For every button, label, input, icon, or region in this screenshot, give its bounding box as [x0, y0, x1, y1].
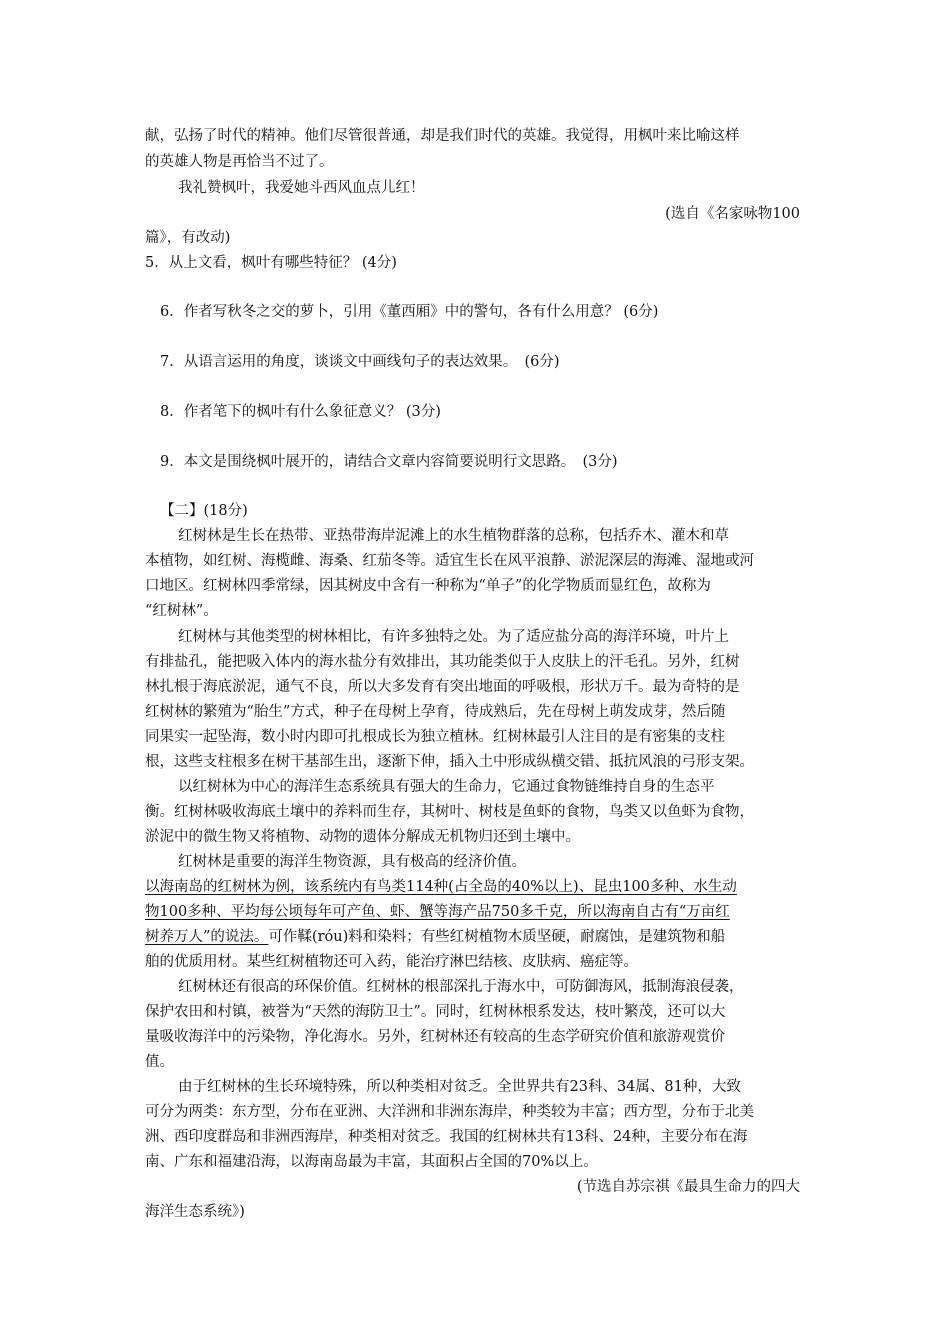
paragraph-line: 林扎根于海底淤泥，通气不良，所以大多发育有突出地面的呼吸根，形状万千。最为奇特的是 [145, 679, 740, 695]
question-6: 6．作者写秋冬之交的萝卜，引用《董西厢》中的警句，各有什么用意？ (6分) [160, 304, 659, 320]
paragraph-line: 红树林是重要的海洋生物资源，具有极高的经济价值。 [178, 854, 526, 870]
passage1-closing: 我礼赞枫叶，我爱她斗西风血点儿红！ [178, 180, 425, 196]
paragraph-line: 衡。红树林吸收海底土壤中的养料而生存，其树叶、树枝是鱼虾的食物，鸟类又以鱼虾为食物， [145, 804, 754, 820]
paragraph-line: 口地区。红树林四季常绿，因其树皮中含有一种称为“单子”的化学物质而显红色，故称为 [145, 578, 711, 594]
paragraph-line: 舶的优质用材。某些红树植物还可入药，能治疗淋巴结核、皮肤病、癌症等。 [145, 954, 638, 970]
underlined-sentence: 以海南岛的红树林为例，该系统内有鸟类114种(占全岛的40%以上)、昆虫100多种、水生动 [145, 879, 737, 895]
section2-source: (节选自苏宗祺《最具生命力的四大 [576, 1179, 800, 1195]
paragraph-line: 可分为两类：东方型，分布在亚洲、大洋洲和非洲东海岸，种类较为丰富；西方型，分布于北美 [145, 1104, 754, 1120]
question-5: 5．从上文看，枫叶有哪些特征？ (4分) [145, 255, 397, 271]
section2-source-cont: 海洋生态系统》) [145, 1204, 245, 1220]
paragraph-line: 以红树林为中心的海洋生态系统具有强大的生命力，它通过食物链维持自身的生态平 [178, 779, 715, 795]
question-9: 9．本文是围绕枫叶展开的，请结合文章内容简要说明行文思路。 (3分) [160, 454, 618, 470]
paragraph-line: 保护农田和村镇，被誉为“天然的海防卫士”。同时，红树林根系发达，枝叶繁茂，还可以大 [145, 1004, 726, 1020]
paragraph-line: 红树林是生长在热带、亚热带海岸泥滩上的水生植物群落的总称，包括乔木、灌木和草 [178, 528, 729, 544]
paragraph-line: 值。 [145, 1054, 174, 1070]
underlined-sentence: 物100多种、平均每公顷每年可产鱼、虾、蟹等海产品750多千克，所以海南自古有“万亩红 [145, 904, 730, 920]
paragraph-line [145, 926, 810, 948]
paragraph-line: “红树林”。 [145, 603, 218, 619]
question-8: 8．作者笔下的枫叶有什么象征意义？ (3分) [160, 404, 441, 420]
paragraph-line: 红树林的繁殖为“胎生”方式，种子在母树上孕育，待成熟后，先在母树上萌发成芽，然后随 [145, 704, 726, 720]
passage1-line: 献，弘扬了时代的精神。他们尽管很普通，却是我们时代的英雄。我觉得，用枫叶来比喻这样 [145, 128, 740, 144]
paragraph-line: 根，这些支柱根多在树干基部生出，逐渐下伸，插入土中形成纵横交错、抵抗风浪的弓形支架。 [145, 754, 754, 770]
passage1-source-cont: 篇》，有改动) [145, 230, 231, 246]
paragraph-line: 红树林还有很高的环保价值。红树林的根部深扎于海水中，可防御海风，抵制海浪侵袭， [178, 979, 744, 995]
paragraph-line: 洲、西印度群岛和非洲西海岸，种类相对贫乏。我国的红树林共有13科、24种，主要分布在海 [145, 1129, 748, 1145]
paragraph-line: 由于红树林的生长环境特殊，所以种类相对贫乏。全世界共有23科、34属、81种，大致 [178, 1079, 741, 1095]
paragraph-line: 量吸收海洋中的污染物，净化海水。另外，红树林还有较高的生态学研究价值和旅游观赏价 [145, 1029, 725, 1045]
paragraph-line: 有排盐孔，能把吸入体内的海水盐分有效排出，其功能类似于人皮肤上的汗毛孔。另外，红树 [145, 654, 740, 670]
paragraph-line: 本植物，如红树、海榄雌、海桑、红茄冬等。适宜生长在风平浪静、淤泥深层的海滩、湿地或河 [145, 553, 754, 569]
passage1-source: (选自《名家咏物100 [665, 206, 800, 222]
paragraph-text: 可作鞣(róu)料和染料；有些红树植物木质坚硬，耐腐蚀，是建筑物和船 [268, 929, 726, 945]
passage1-line: 的英雄人物是再恰当不过了。 [145, 154, 334, 170]
paragraph-line: 红树林与其他类型的树林相比，有许多独特之处。为了适应盐分高的海洋环境，叶片上 [178, 629, 729, 645]
section2-heading: 【二】(18分) [160, 503, 248, 519]
paragraph-line: 同果实一起坠海，数小时内即可扎根成长为独立植林。红树林最引人注目的是有密集的支柱 [145, 729, 725, 745]
question-7: 7．从语言运用的角度，谈谈文中画线句子的表达效果。 (6分) [160, 354, 560, 370]
paragraph-line: 淤泥中的微生物又将植物、动物的遗体分解成无机物归还到土壤中。 [145, 829, 580, 845]
underlined-sentence-end: 树养万人”的说法。 [145, 929, 269, 945]
paragraph-line: 南、广东和福建沿海，以海南岛最为丰富，其面积占全国的70%以上。 [145, 1154, 598, 1170]
